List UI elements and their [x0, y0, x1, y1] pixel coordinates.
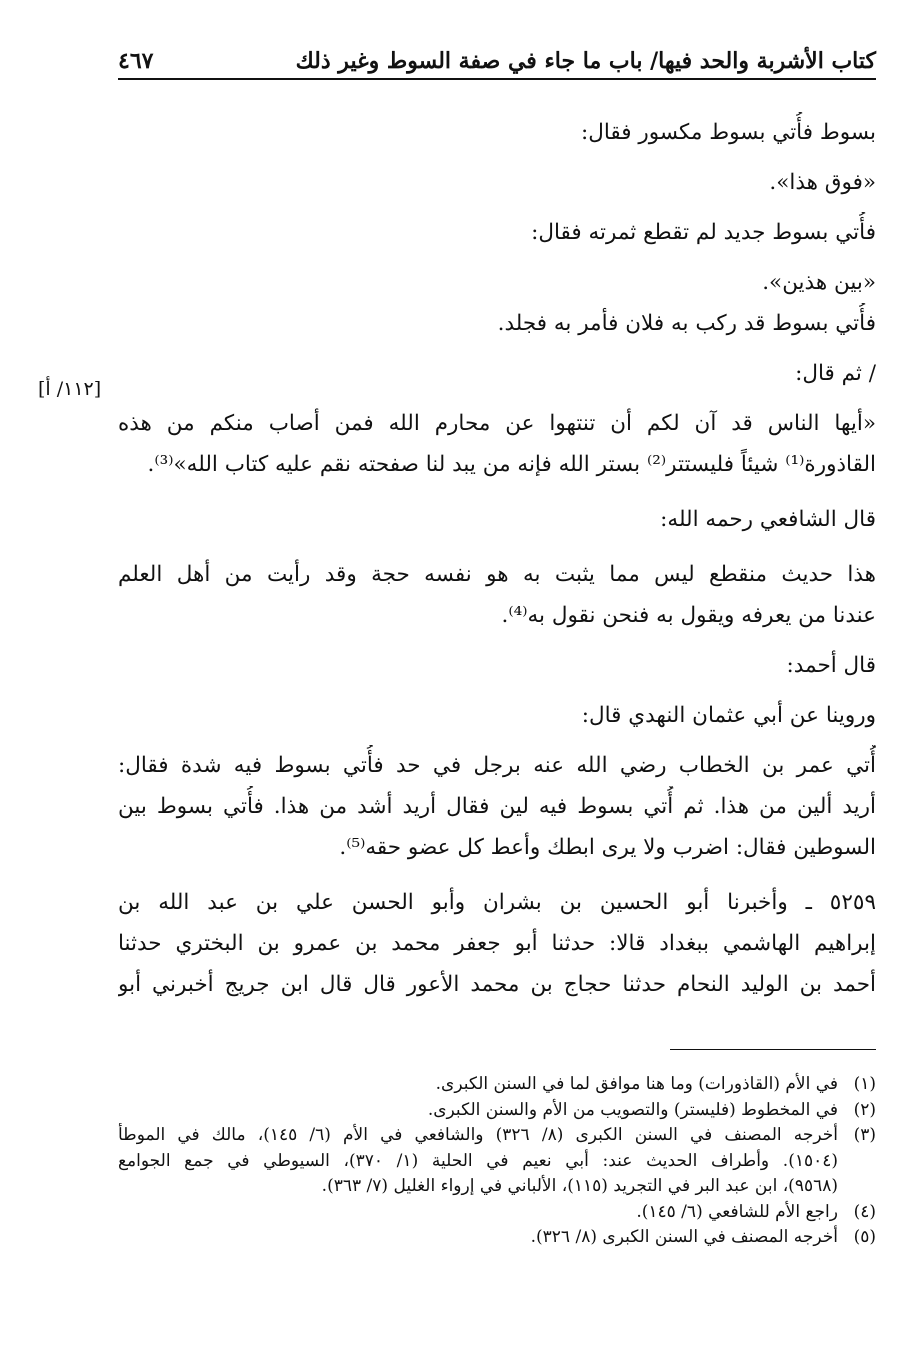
text-line: أحمد بن الوليد النحام حدثنا حجاج بن محمد الأعور قال قال ابن جريج أخبرني أبو — [118, 972, 876, 997]
text-line: «أيها الناس قد آن لكم أن تنتهوا عن محارم الله فمن أصاب منكم من هذه — [118, 411, 876, 436]
footnote-item — [118, 1123, 876, 1149]
footnote-number: (٥) — [853, 1227, 876, 1247]
footnote-separator — [670, 1049, 876, 1050]
footnote-number: (٤) — [853, 1201, 876, 1222]
text-line: فأُتي بسوط جديد لم تقطع ثمرته فقال: — [531, 220, 876, 245]
footnote-text: في الأم (القاذورات) وما هنا موافق لما في السنن الكبرى. — [435, 1074, 838, 1094]
text-line: «فوق هذا». — [769, 170, 876, 195]
footnote-item — [118, 1072, 876, 1098]
footnote-continuation: (٩٥٦٨)، ابن عبد البر في التجريد (١١٥)، الألباني في إرواء الغليل (٧/ ٣٦٣). — [321, 1176, 838, 1196]
text-line: ٥٢٥٩ ـ وأخبرنا أبو الحسين بن بشران وأبو الحسن علي بن عبد الله بن — [118, 890, 876, 915]
footnote-continuation: (١٥٠٤). وأطراف الحديث عند: أبي نعيم في الحلية (١/ ٣٧٠)، السيوطي في جمع الجوامع — [118, 1150, 838, 1171]
running-header — [118, 38, 876, 80]
footnote-number: (٣) — [853, 1125, 876, 1145]
footnote-number: (٢) — [853, 1099, 876, 1120]
footnote-number: (١) — [853, 1074, 876, 1094]
text-line: السوطين فقال: اضرب ولا يرى ابطك وأعط كل عضو حقه⁽⁵⁾. — [339, 835, 876, 860]
text-line: قال الشافعي رحمه الله: — [660, 507, 876, 532]
footnote-item — [118, 1225, 876, 1251]
text-line: فأُتي بسوط قد ركب به فلان فأمر به فجلد. — [497, 311, 876, 336]
footnote-text: أخرجه المصنف في السنن الكبرى (٨/ ٣٢٦). — [530, 1227, 838, 1247]
manuscript-folio-note: [١١٢/ أ] — [38, 378, 102, 400]
text-line: «بين هذين». — [762, 270, 876, 295]
header-title: كتاب الأشربة والحد فيها/ باب ما جاء في صفة السوط وغير ذلك — [295, 48, 876, 74]
text-line: / ثم قال: — [795, 361, 876, 386]
text-line: إبراهيم الهاشمي ببغداد قالا: حدثنا أبو جعفر محمد بن عمرو بن البختري حدثنا — [118, 931, 876, 956]
footnote-item — [118, 1200, 876, 1226]
text-line: أريد ألين من هذا. ثم أُتي بسوط فيه لين فقال أريد أشد من هذا. فأُتي بسوط بين — [118, 794, 876, 819]
footnote-text: أخرجه المصنف في السنن الكبرى (٨/ ٣٢٦) والشافعي في الأم (٦/ ١٤٥)، مالك في الموطأ — [118, 1125, 838, 1145]
footnote-text: في المخطوط (فليستر) والتصويب من الأم والسنن الكبرى. — [427, 1099, 838, 1120]
body-text — [118, 112, 876, 1005]
text-line: القاذورة⁽¹⁾ شيئاً فليستتر⁽²⁾ بستر الله فإنه من يبد لنا صفحته نقم عليه كتاب الله»⁽³⁾. — [147, 452, 876, 477]
text-line: هذا حديث منقطع ليس مما يثبت به هو نفسه حجة وقد رأيت من أهل العلم — [118, 562, 876, 587]
text-line: قال أحمد: — [786, 653, 876, 678]
text-line: وروينا عن أبي عثمان النهدي قال: — [581, 703, 876, 728]
footnote-item — [118, 1098, 876, 1124]
page-number: ٤٦٧ — [118, 48, 154, 74]
text-line: عندنا من يعرفه ويقول به فنحن نقول به⁽⁴⁾. — [501, 603, 876, 628]
text-line: بسوط فأُتي بسوط مكسور فقال: — [580, 120, 876, 145]
footnotes — [118, 1072, 876, 1251]
footnote-text: راجع الأم للشافعي (٦/ ١٤٥). — [636, 1201, 838, 1222]
text-line: أُتي عمر بن الخطاب رضي الله عنه برجل في حد فأُتي بسوط فيه شدة فقال: — [118, 753, 876, 778]
